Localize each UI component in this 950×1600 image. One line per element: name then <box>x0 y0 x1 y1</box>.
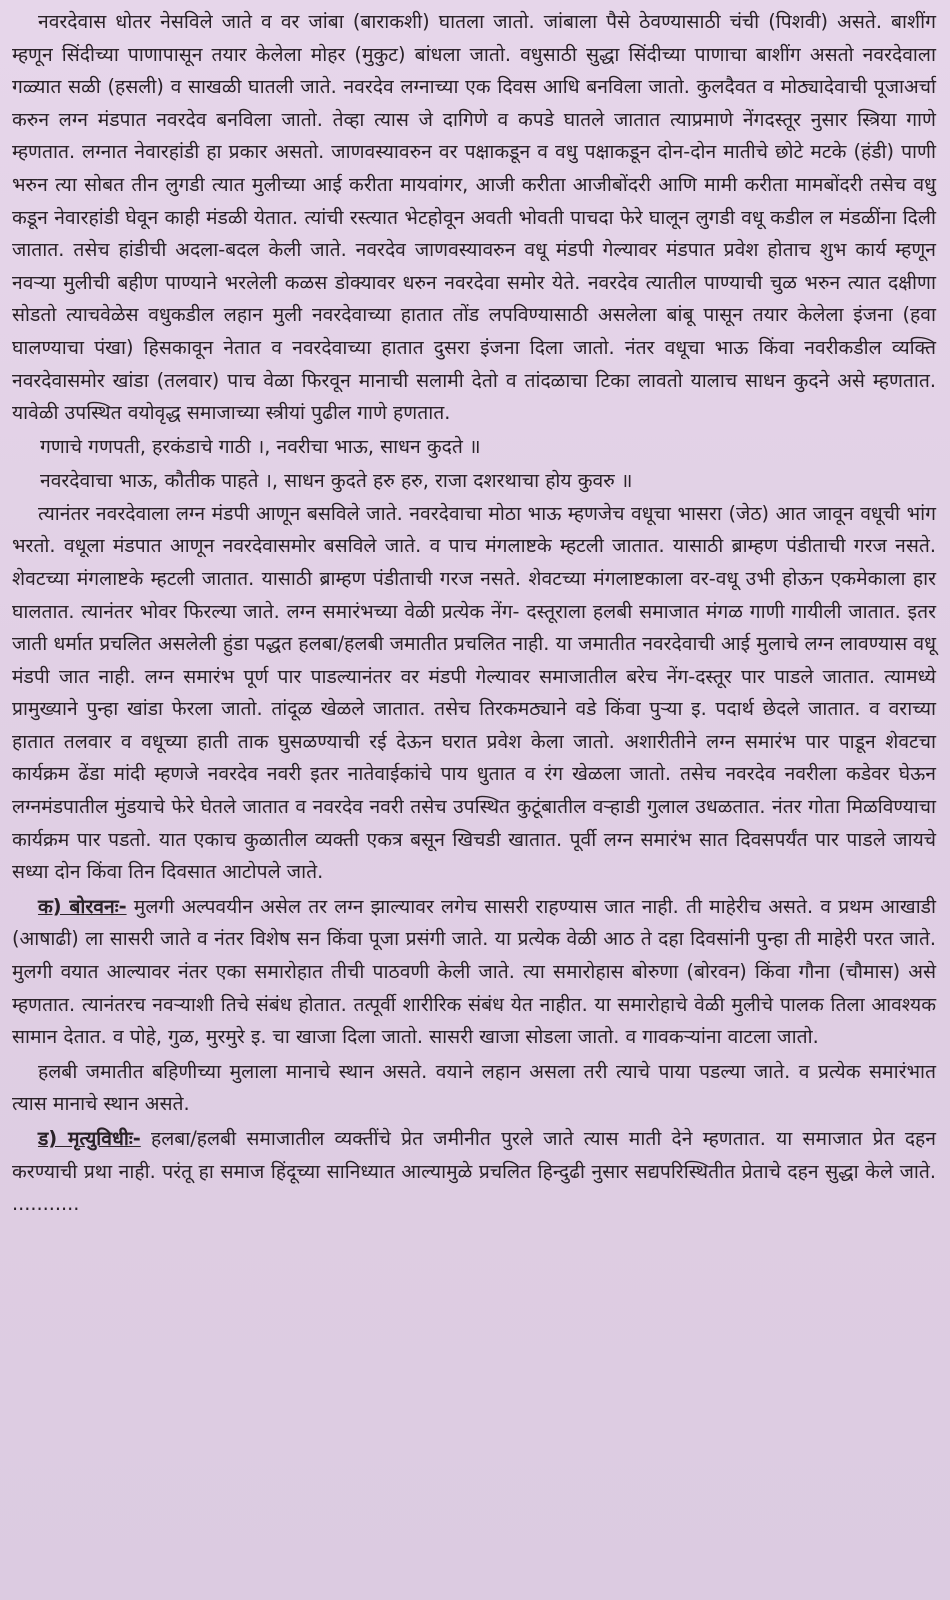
section-death-rites <box>12 1123 936 1221</box>
section-text-death-rites: हलबा/हलबी समाजातील व्यक्तींचे प्रेत जमीनीत पुरले जाते त्यास माती देने म्हणतात. या समाजात प्रेत दहन करण्याची प्रथा नाही. परंतू हा समाज हिंदूच्या सानिध्यात आल्यामुळे प्रचलित हिन्दुढी नुसार सद्यपरिस्थितीत प्रेताचे दहन सुद्धा केले जाते. ........... <box>12 1127 937 1216</box>
paragraph-wedding-customs: नवरदेवास धोतर नेसविले जाते व वर जांबा (बाराकशी) घातला जातो. जांबाला पैसे ठेवण्यासाठी चंची (पिशवी) असते. बाशींग म्हणून सिंदीच्या पाणापासून तयार केलेला मोहर (मुकुट) बांधला जातो. वधुसाठी सुद्धा सिंदीच्या पाणाचा बाशींग असतो नवरदेवाला गळ्यात सळी (हसली) व साखळी घातली जाते. नवरदेव लग्नाच्या एक दिवस आधि बनविला जातो. कुलदैवत व मोठ्यादेवाची पूजाअर्चा करुन लग्न मंडपात नवरदेव बनविला जातो. तेव्हा त्यास जे दागिणे व कपडे घातले जातात त्याप्रमाणे नेंगदस्तूर नुसार स्त्रिया गाणे म्हणतात. लग्नात नेवारहांडी हा प्रकार असतो. जाणवस्यावरुन वर पक्षाकडून व वधु पक्षाकडून दोन-दोन मातीचे छोटे मटके (हंडी) पाणी भरुन त्या सोबत तीन लुगडी त्यात मुलीच्या आई करीता मायवांगर, आजी करीता आजीबोंदरी आणि मामी करीता मामबोंदरी तसेच वधु कडून नेवारहांडी घेवून काही मंडळी येतात. त्यांची रस्त्यात भेटहोवून अवती भोवती पाचदा फेरे घालून लुगडी वधू कडील ल मंडळींना दिली जातात. तसेच हांडीची अदला-बदल केली जाते. नवरदेव जाणवस्यावरुन वधू मंडपी गेल्यावर मंडपात प्रवेश होताच शुभ कार्य म्हणून नवऱ्या मुलीची बहीण पाण्याने भरलेली कळस डोक्यावर धरुन नवरदेवा समोर येते. नवरदेव त्यातील पाण्याची चुळ भरुन त्यात दक्षीणा सोडतो त्याचवेळेस वधुकडील लहान मुली नवरदेवाच्या हातात तोंड लपविण्यासाठी असलेला बांबू पासून तयार केलेला इंजना (हवा घालण्याचा पंखा) हिसकावून नेतात व नवरदेवाच्या हातात दुसरा इंजना दिला जातो. नंतर वधूचा भाऊ किंवा नवरीकडील व्यक्ति नवरदेवासमोर खांडा (तलवार) पाच वेळा फिरवून मानाची सलामी देतो व तांदळाचा टिका लावतो यालाच साधन कुदने असे म्हणतात. यावेळी उपस्थित वयोवृद्ध समाजाच्या स्त्रीयां पुढील गाणे हणतात. <box>12 10 936 425</box>
paragraph-wedding-rituals: त्यानंतर नवरदेवाला लग्न मंडपी आणून बसविले जाते. नवरदेवाचा मोठा भाऊ म्हणजेच वधूचा भासरा (जेठ) आत जावून वधूची भांग भरतो. वधूला मंडपात आणून नवरदेवासमोर बसविले जाते. व पाच मंगलाष्टके म्हटली जातात. यासाठी ब्राम्हण पंडीताची गरज नसते. शेवटच्या मंगलाष्टके म्हटली जातात. यासाठी ब्राम्हण पंडीताची गरज नसते. शेवटच्या मंगलाष्टकाला वर-वधू उभी होऊन एकमेकाला हार घालतात. त्यानंतर भोवर फिरल्या जाते. लग्न समारंभच्या वेळी प्रत्येक नेंग- दस्तूराला हलबी समाजात मंगळ गाणी गायीली जातात. इतर जाती धर्मात प्रचलित असलेली हुंडा पद्धत हलबा/हलबी जमातीत प्रचलित नाही. या जमातीत नवरदेवाची आई मुलाचे लग्न लावण्यास वधू मंडपी जात नाही. लग्न समारंभ पूर्ण पार पाडल्यानंतर वर मंडपी गेल्यावर समाजातील बरेच नेंग-दस्तूर पार पाडले जातात. त्यामध्ये प्रामुख्याने पुन्हा खांडा फेरला जातो. तांदूळ खेळले जातात. तसेच तिरकमठ्याने वडे किंवा पुऱ्या इ. पदार्थ छेदले जातात. व वराच्या हातात तलवार व वधूच्या हाती ताक घुसळण्याची रई देऊन घरात प्रवेश केला जातो. अशारीतीने लग्न समारंभ पार पाडून शेवटचा कार्यक्रम ढेंडा मांदी म्हणजे नवरदेव नवरी इतर नातेवाईकांचे पाय धुतात व रंग खेळला जातो. तसेच नवरदेव नवरीला कडेवर घेऊन लग्नमंडपातील मुंडयाचे फेरे घेतले जातात व नवरदेव नवरी तसेच उपस्थित कुटूंबातील वऱ्हाडी गुलाल उधळतात. नंतर गोता मिळविण्याचा कार्यक्रम पार पडतो. यात एकाच कुळातील व्यक्ती एकत्र बसून खिचडी खातात. पूर्वी लग्न समारंभ सात दिवसपर्यंत पार पाडले जायचे सध्या दोन किंवा तिन दिवसात आटोपले जाते. <box>12 501 936 884</box>
section-borvan <box>12 891 936 1054</box>
section-heading-death-rites: ड) मृत्युविधीः- <box>38 1127 141 1150</box>
section-heading-borvan: क) बोरवनः- <box>38 894 127 918</box>
section-text-borvan: मुलगी अल्पवयीन असेल तर लग्न झाल्यावर लगेच सासरी राहण्यास जात नाही. ती माहेरीच असते. व प्रथम आखाडी (आषाढी) ला सासरी जाते व नंतर विशेष सन किंवा पूजा प्रसंगी जाते. या प्रत्येक वेळी आठ ते दहा दिवसांनी पुन्हा ती माहेरी परत जाते. मुलगी वयात आल्यावर नंतर एका समारोहात तीची पाठवणी केली जाते. त्या समारोहास बोरुणा (बोरवन) किंवा गौना (चौमास) असे म्हणतात. त्यानंतरच नवऱ्याशी तिचे संबंध होतात. तत्पूर्वी शारीरिक संबंध येत नाहीत. या समारोहाचे वेळी मुलीचे पालक तिला आवश्यक सामान देतात. व पोहे, गुळ, मुरमुरे इ. चा खाजा दिला जातो. सासरी खाजा सोडला जातो. व गावकऱ्यांना वाटला जातो. <box>12 894 936 1049</box>
song-verse-1: गणाचे गणपती, हरकंडाचे गाठी ।, नवरीचा भाऊ, साधन कुदते ॥ <box>40 434 481 458</box>
song-verse-2: नवरदेवाचा भाऊ, कौतीक पाहते ।, साधन कुदते हरु हरु, राजा दशरथाचा होय कुवरु ॥ <box>40 468 633 492</box>
paragraph-sister-son: हलबी जमातीत बहिणीच्या मुलाला मानाचे स्थान असते. वयाने लहान असला तरी त्याचे पाया पडल्या जाते. व प्रत्येक समारंभात त्यास मानाचे स्थान असते. <box>12 1059 936 1116</box>
